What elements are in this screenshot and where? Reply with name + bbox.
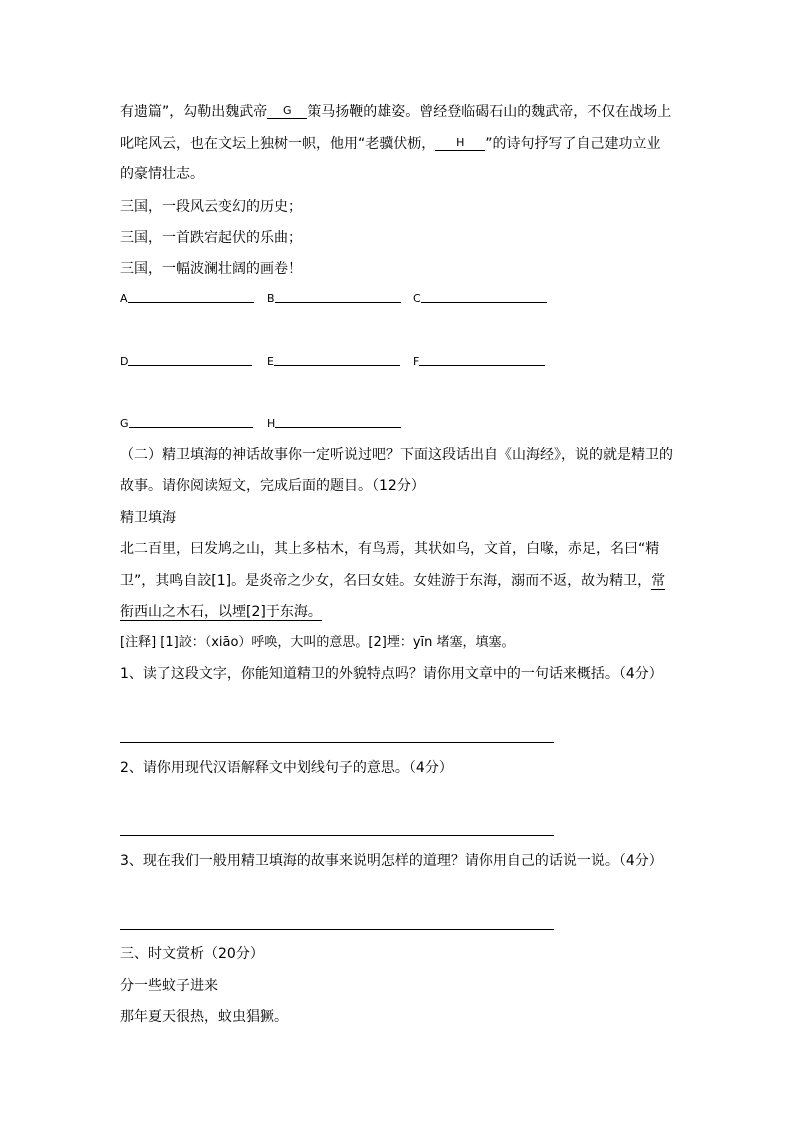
article-line-1: 那年夏天很热，蚊虫猖獗。 [120, 1009, 288, 1025]
underlined-sentence-end: 衔西山之木石，以堙[2]于东海。 [120, 604, 322, 620]
answer-line-1[interactable] [120, 742, 554, 743]
blank-h[interactable]: H [435, 135, 485, 151]
section3-heading: 三、时文赏析（20分） [120, 946, 264, 962]
fill-g[interactable]: G [120, 417, 253, 431]
answer-line-3[interactable] [120, 929, 554, 930]
section2-intro-2: 故事。请你阅读短文，完成后面的题目。（12分） [120, 478, 425, 494]
question-1: 1、读了这段文字，你能知道精卫的外貌特点吗？请你用文章中的一句话来概括。（4分） [120, 666, 663, 682]
annotation-note: [注释] [1]詨：（xiāo）呼唤，大叫的意思。[2]堙：yīn 堵塞，填塞。 [120, 635, 515, 650]
passage-line-5: 三国，一首跌宕起伏的乐曲； [120, 230, 302, 246]
fill-e[interactable]: E [267, 355, 400, 369]
passage-line-1: 有遗篇”，勾勒出魏武帝 G 策马扬鞭的雄姿。曾经登临碣石山的魏武帝，不仅在战场上 [120, 104, 672, 120]
fill-f[interactable]: F [413, 355, 545, 369]
fill-a[interactable]: A [120, 292, 254, 306]
story-line-2: 卫”，其鸣自詨[1]。是炎帝之少女，名曰女娃。女娃游于东海，溺而不返，故为精卫，常 [120, 573, 666, 589]
blank-g[interactable]: G [267, 103, 307, 119]
section2-intro-1: （二）精卫填海的神话故事你一定听说过吧？下面这段话出自《山海经》，说的就是精卫的 [120, 447, 673, 463]
fill-h[interactable]: H [267, 417, 401, 431]
article-title: 分一些蚊子进来 [120, 978, 218, 994]
fill-b[interactable]: B [267, 292, 401, 306]
story-title: 精卫填海 [120, 510, 176, 526]
passage-line-4: 三国，一段风云变幻的历史； [120, 199, 302, 215]
question-2: 2、请你用现代汉语解释文中划线句子的意思。（4分） [120, 760, 453, 776]
story-line-1: 北二百里，曰发鸠之山，其上多枯木，有鸟焉，其状如乌，文首，白喙，赤足，名曰“精 [120, 541, 660, 557]
passage-line-6: 三国，一幅波澜壮阔的画卷！ [120, 261, 302, 277]
passage-line-2: 叱咤风云，也在文坛上独树一帜，他用“老骥伏枥， H ”的诗句抒写了自己建功立业 [120, 136, 661, 152]
fill-d[interactable]: D [120, 355, 252, 369]
question-3: 3、现在我们一般用精卫填海的故事来说明怎样的道理？请你用自己的话说一说。（4分） [120, 853, 663, 869]
underlined-sentence-start: 常 [651, 573, 666, 589]
story-line-3 [120, 602, 322, 622]
passage-line-3: 的豪情壮志。 [120, 166, 204, 182]
fill-c[interactable]: C [413, 292, 547, 306]
answer-line-2[interactable] [120, 835, 554, 836]
